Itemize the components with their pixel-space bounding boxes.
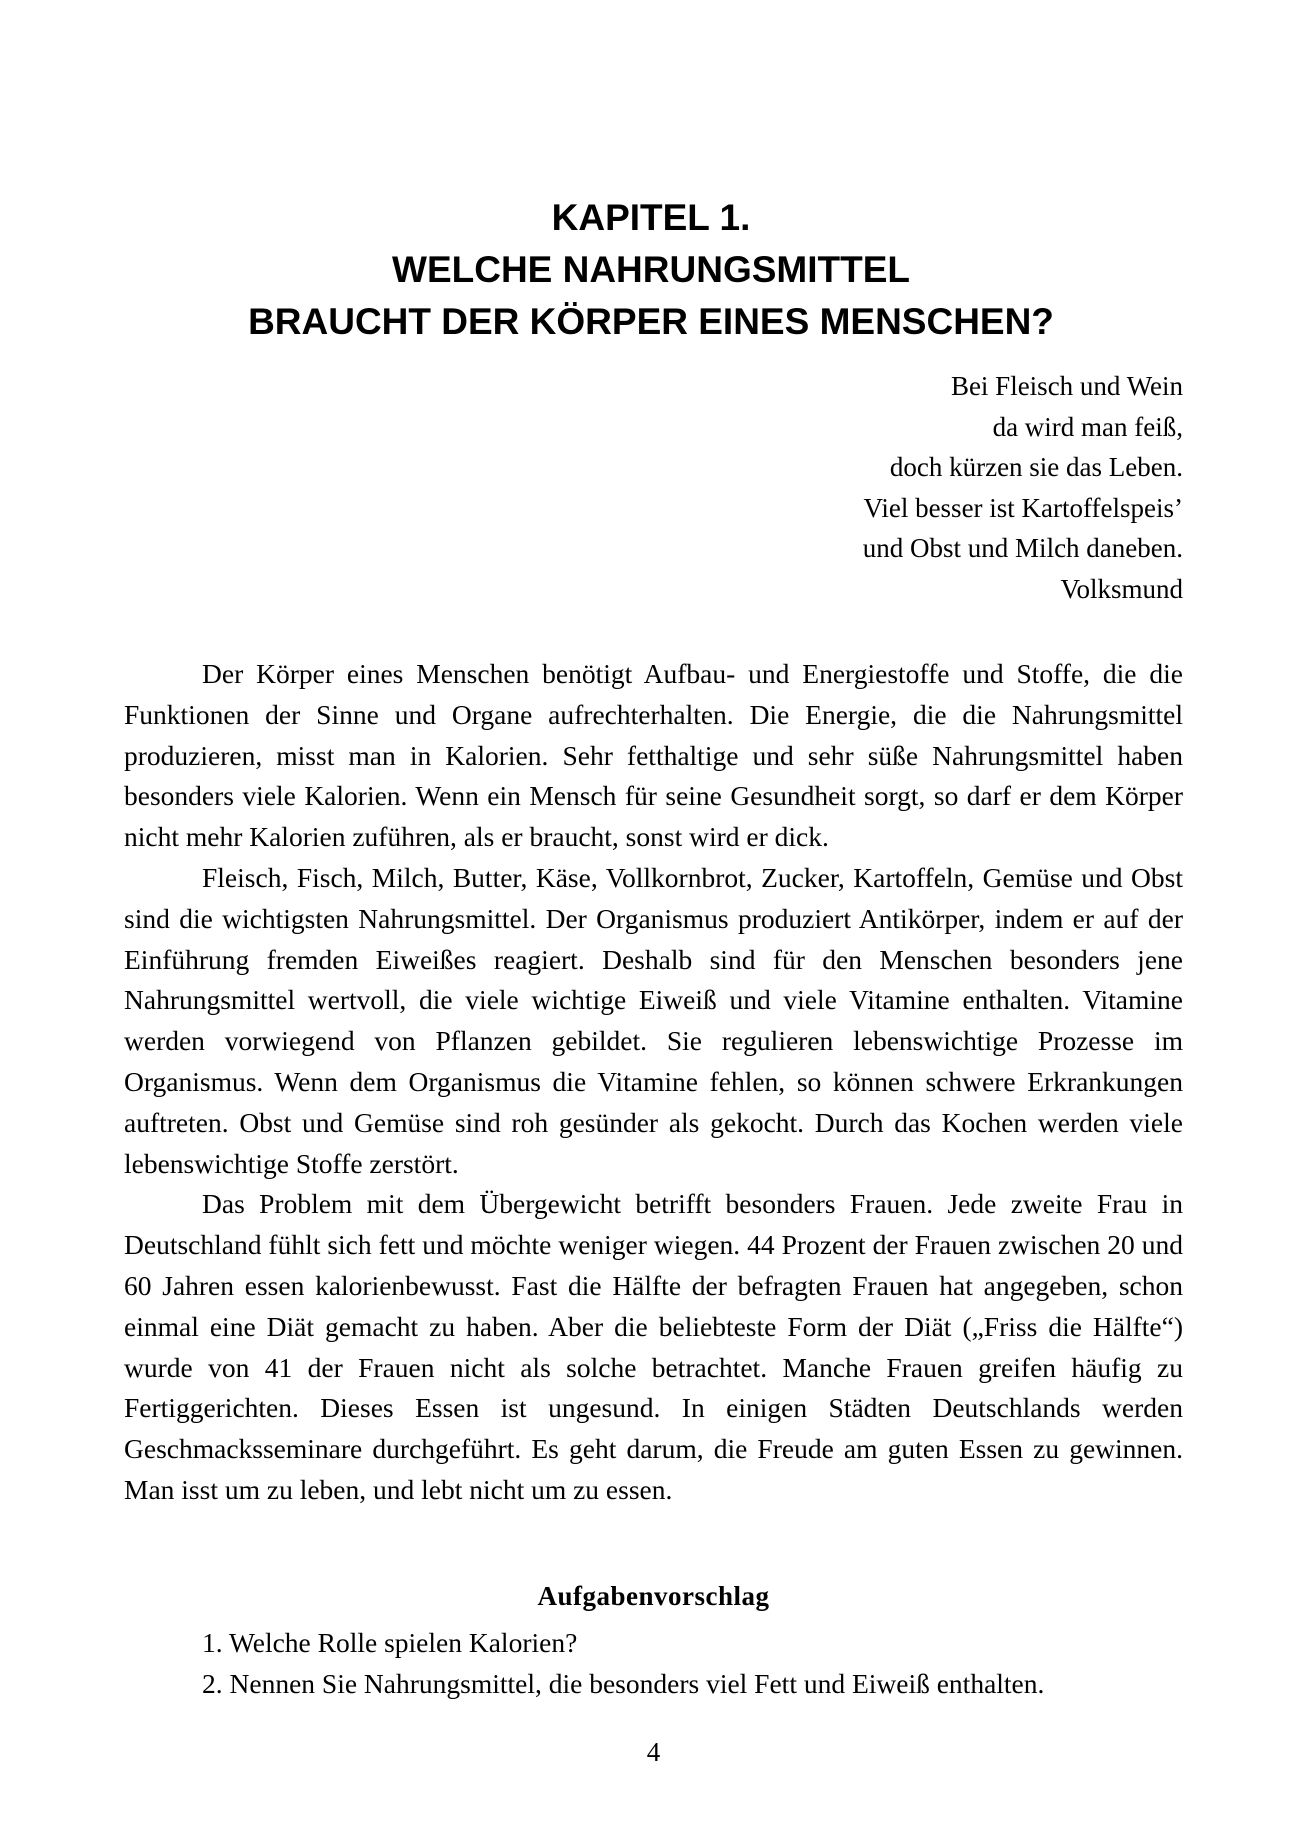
chapter-number: KAPITEL 1.: [551, 197, 751, 238]
epigraph-line: Viel besser ist Kartoffelspeis’: [863, 492, 1183, 523]
paragraph: Der Körper eines Menschen benötigt Aufbau- und Energiestoffe und Stoffe, die die Funktionen der Sinne und Organe aufrechterhalten. Die Energie, die die Nahrungsmittel produzieren, misst man in Kalorien. Sehr fetthaltige und sehr süße Nahrungsmittel haben besonders viele Kalorien. Wenn ein Mensch für seine Gesundheit sorgt, so darf er dem Körper nicht mehr Kalorien zuführen, als er braucht, sonst wird er dick.: [124, 658, 1183, 853]
paragraph: Das Problem mit dem Übergewicht betrifft besonders Frauen. Jede zweite Frau in Deutschland fühlt sich fett und möchte weniger wiegen. 44 Prozent der Frauen zwischen 20 und 60 Jahren essen kalorienbewusst. Fast die Hälfte der befragten Frauen hat angegeben, schon einmal eine Diät gemacht zu haben. Aber die beliebteste Form der Diät („Friss die Hälfte“) wurde von 41 der Frauen nicht als solche betrachtet. Manche Frauen greifen häufig zu Fertiggerichten. Dieses Essen ist ungesund. In einigen Städten Deutschlands werden Geschmacksseminare durchgeführt. Es geht darum, die Freude am guten Essen zu gewinnen. Man isst um zu leben, und lebt nicht um zu essen.: [124, 1188, 1183, 1505]
page-number: 4: [646, 1737, 661, 1767]
chapter-title-line-1: WELCHE NAHRUNGSMITTEL: [392, 249, 910, 290]
epigraph-line: Bei Fleisch und Wein: [950, 371, 1183, 401]
chapter-heading: [120, 192, 1182, 348]
epigraph-line: doch kürzen sie das Leben.: [889, 452, 1183, 482]
body-text: [124, 654, 1183, 1511]
chapter-title-line-2: BRAUCHT DER KÖRPER EINES MENSCHEN?: [248, 301, 1054, 342]
exercise-item: 2. Nennen Sie Nahrungsmittel, die besonders viel Fett und Eiweiß enthalten.: [202, 1667, 1045, 1699]
epigraph-source: Volksmund: [1060, 573, 1183, 604]
epigraph-line: und Obst und Milch daneben.: [862, 533, 1183, 563]
epigraph: [863, 366, 1183, 609]
exercise-list: [202, 1623, 1044, 1705]
exercises-heading: Aufgabenvorschlag: [537, 1581, 770, 1611]
paragraph: Fleisch, Fisch, Milch, Butter, Käse, Vollkornbrot, Zucker, Kartoffeln, Gemüse und Obst sind die wichtigsten Nahrungsmittel. Der Organismus produziert Antikörper, indem er auf der Einführung fremden Eiweißes reagiert. Deshalb sind für den Menschen besonders jene Nahrungsmittel wertvoll, die viele wichtige Eiweiß und viele Vitamine enthalten. Vitamine werden vorwiegend von Pflanzen gebildet. Sie regulieren lebenswichtige Prozesse im Organismus. Wenn dem Organismus die Vitamine fehlen, so können schwere Erkrankungen auftreten. Obst und Gemüse sind roh gesünder als gekocht. Durch das Kochen werden viele lebenswichtige Stoffe zerstört.: [124, 861, 1183, 1179]
exercise-item: 1. Welche Rolle spielen Kalorien?: [202, 1627, 578, 1658]
epigraph-line: da wird man feiß,: [992, 411, 1183, 442]
